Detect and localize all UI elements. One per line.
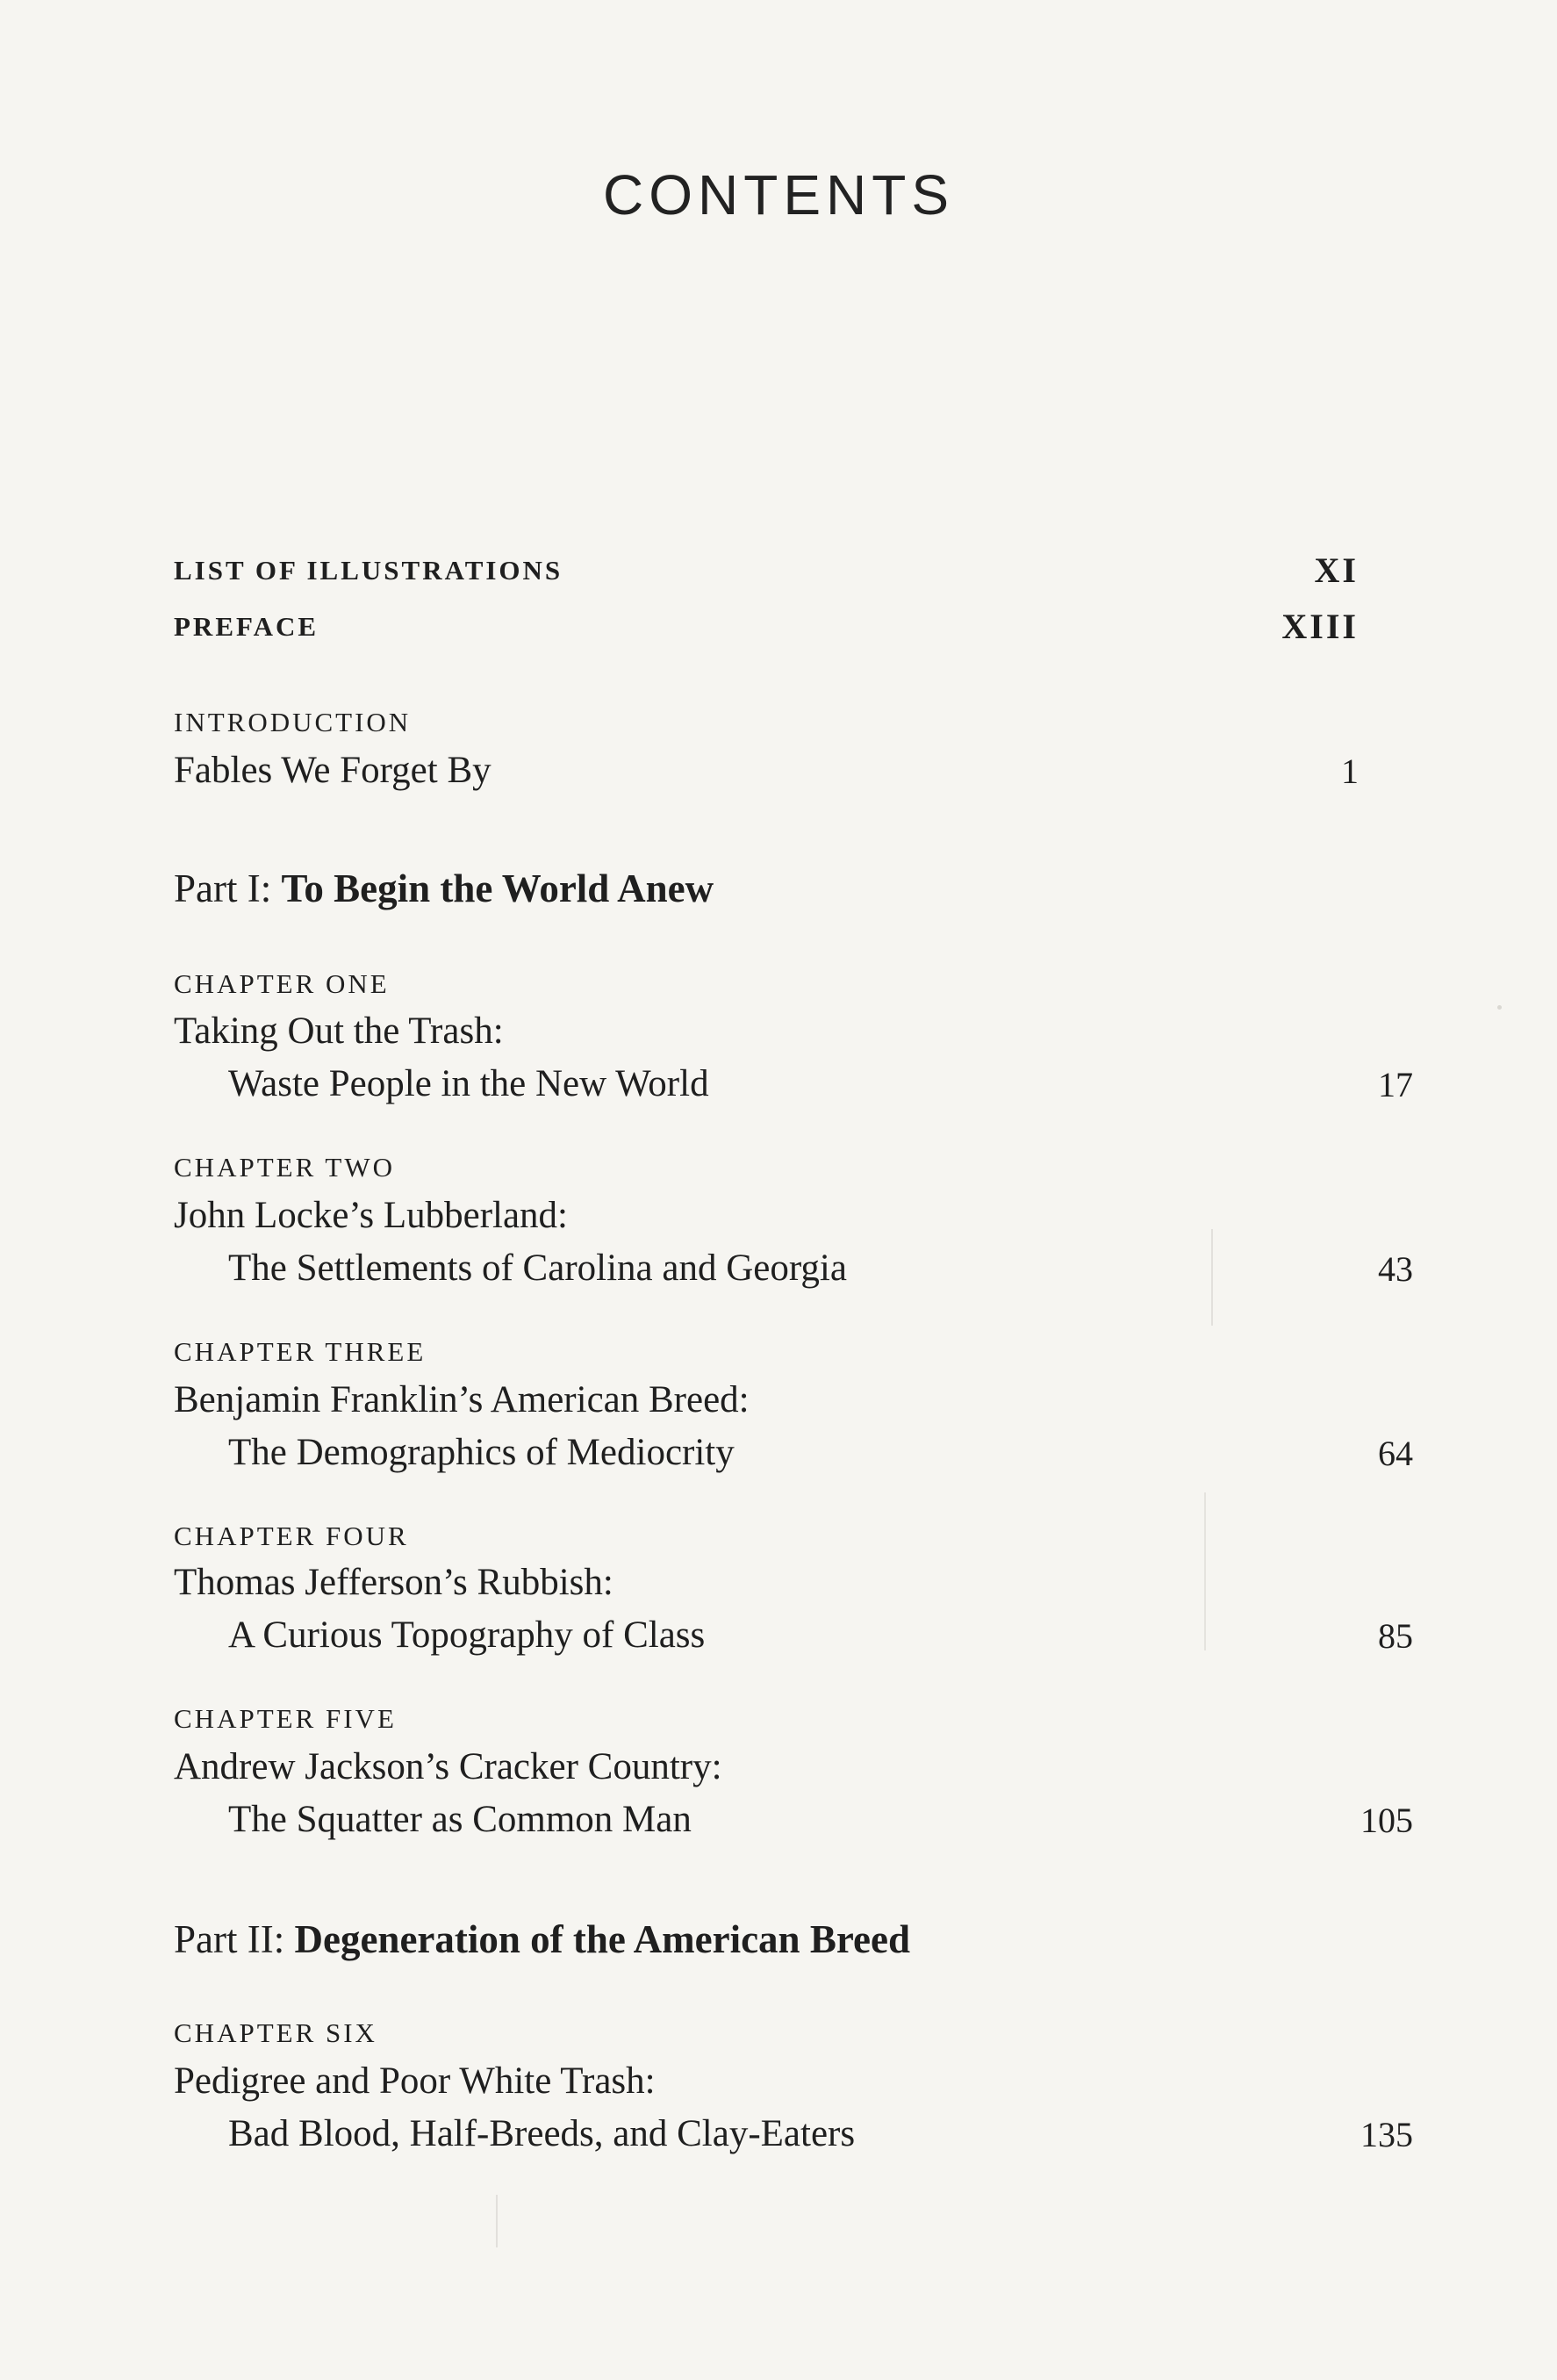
part-title: Degeneration of the American Breed [294, 1917, 910, 1961]
chapter-subtitle: A Curious Topography of Class [228, 1614, 706, 1656]
toc-entry-chapter-three[interactable] [174, 1431, 1413, 1474]
chapter-subtitle: The Settlements of Carolina and Georgia [228, 1248, 847, 1289]
toc-page-number: XI [1314, 550, 1359, 590]
chapter-label: CHAPTER ONE [174, 968, 390, 999]
toc-page-number: 105 [1360, 1801, 1413, 1840]
chapter-label: CHAPTER FOUR [174, 1521, 409, 1551]
chapter-title[interactable]: Benjamin Franklin’s American Breed: [174, 1379, 750, 1420]
scan-artifact [1211, 1229, 1213, 1326]
chapter-title[interactable]: John Locke’s Lubberland: [174, 1195, 569, 1236]
toc-page-number: 43 [1378, 1249, 1413, 1289]
chapter-label: CHAPTER SIX [174, 2017, 377, 2048]
toc-entry-label: LIST OF ILLUSTRATIONS [174, 555, 563, 586]
toc-entry-chapter-one[interactable] [174, 1062, 1413, 1105]
scan-artifact [496, 2195, 498, 2247]
part-prefix: Part I: [174, 866, 272, 910]
chapter-title[interactable]: Taking Out the Trash: [174, 1010, 504, 1052]
part-heading-2 [174, 1916, 1359, 1962]
chapter-label: CHAPTER THREE [174, 1336, 427, 1367]
toc-page-number: 64 [1378, 1434, 1413, 1473]
toc-page-number: 85 [1378, 1616, 1413, 1656]
toc-page-number: 135 [1360, 2115, 1413, 2154]
toc-entry-chapter-four[interactable] [174, 1614, 1413, 1657]
chapter-subtitle: The Demographics of Mediocrity [228, 1432, 735, 1473]
toc-page-number: XIII [1281, 607, 1359, 646]
page-title: CONTENTS [603, 163, 954, 226]
part-prefix: Part II: [174, 1917, 285, 1961]
chapter-subtitle: Waste People in the New World [228, 1063, 709, 1104]
chapter-label: CHAPTER FIVE [174, 1703, 397, 1734]
chapter-title[interactable]: Thomas Jefferson’s Rubbish: [174, 1562, 613, 1603]
toc-entry-chapter-five[interactable] [174, 1798, 1413, 1841]
toc-entry-introduction[interactable] [174, 749, 1359, 792]
introduction-label: INTRODUCTION [174, 707, 412, 737]
toc-entry-list-of-illustrations[interactable] [174, 550, 1359, 590]
toc-entry-chapter-two[interactable] [174, 1247, 1413, 1290]
toc-entry-title: Fables We Forget By [174, 750, 491, 791]
part-title: To Begin the World Anew [281, 866, 714, 910]
chapter-title[interactable]: Pedigree and Poor White Trash: [174, 2060, 656, 2102]
chapter-label: CHAPTER TWO [174, 1152, 396, 1183]
toc-entry-label: PREFACE [174, 611, 319, 642]
scan-artifact [1204, 1492, 1206, 1650]
part-heading-1 [174, 866, 1359, 911]
chapter-title[interactable]: Andrew Jackson’s Cracker Country: [174, 1746, 722, 1787]
toc-page-number: 1 [1341, 751, 1359, 791]
chapter-subtitle: The Squatter as Common Man [228, 1799, 692, 1840]
toc-entry-chapter-six[interactable] [174, 2112, 1413, 2155]
scan-artifact [1497, 1005, 1502, 1010]
toc-page-number: 17 [1378, 1065, 1413, 1104]
toc-entry-preface[interactable] [174, 607, 1359, 646]
chapter-subtitle: Bad Blood, Half-Breeds, and Clay-Eaters [228, 2113, 856, 2154]
